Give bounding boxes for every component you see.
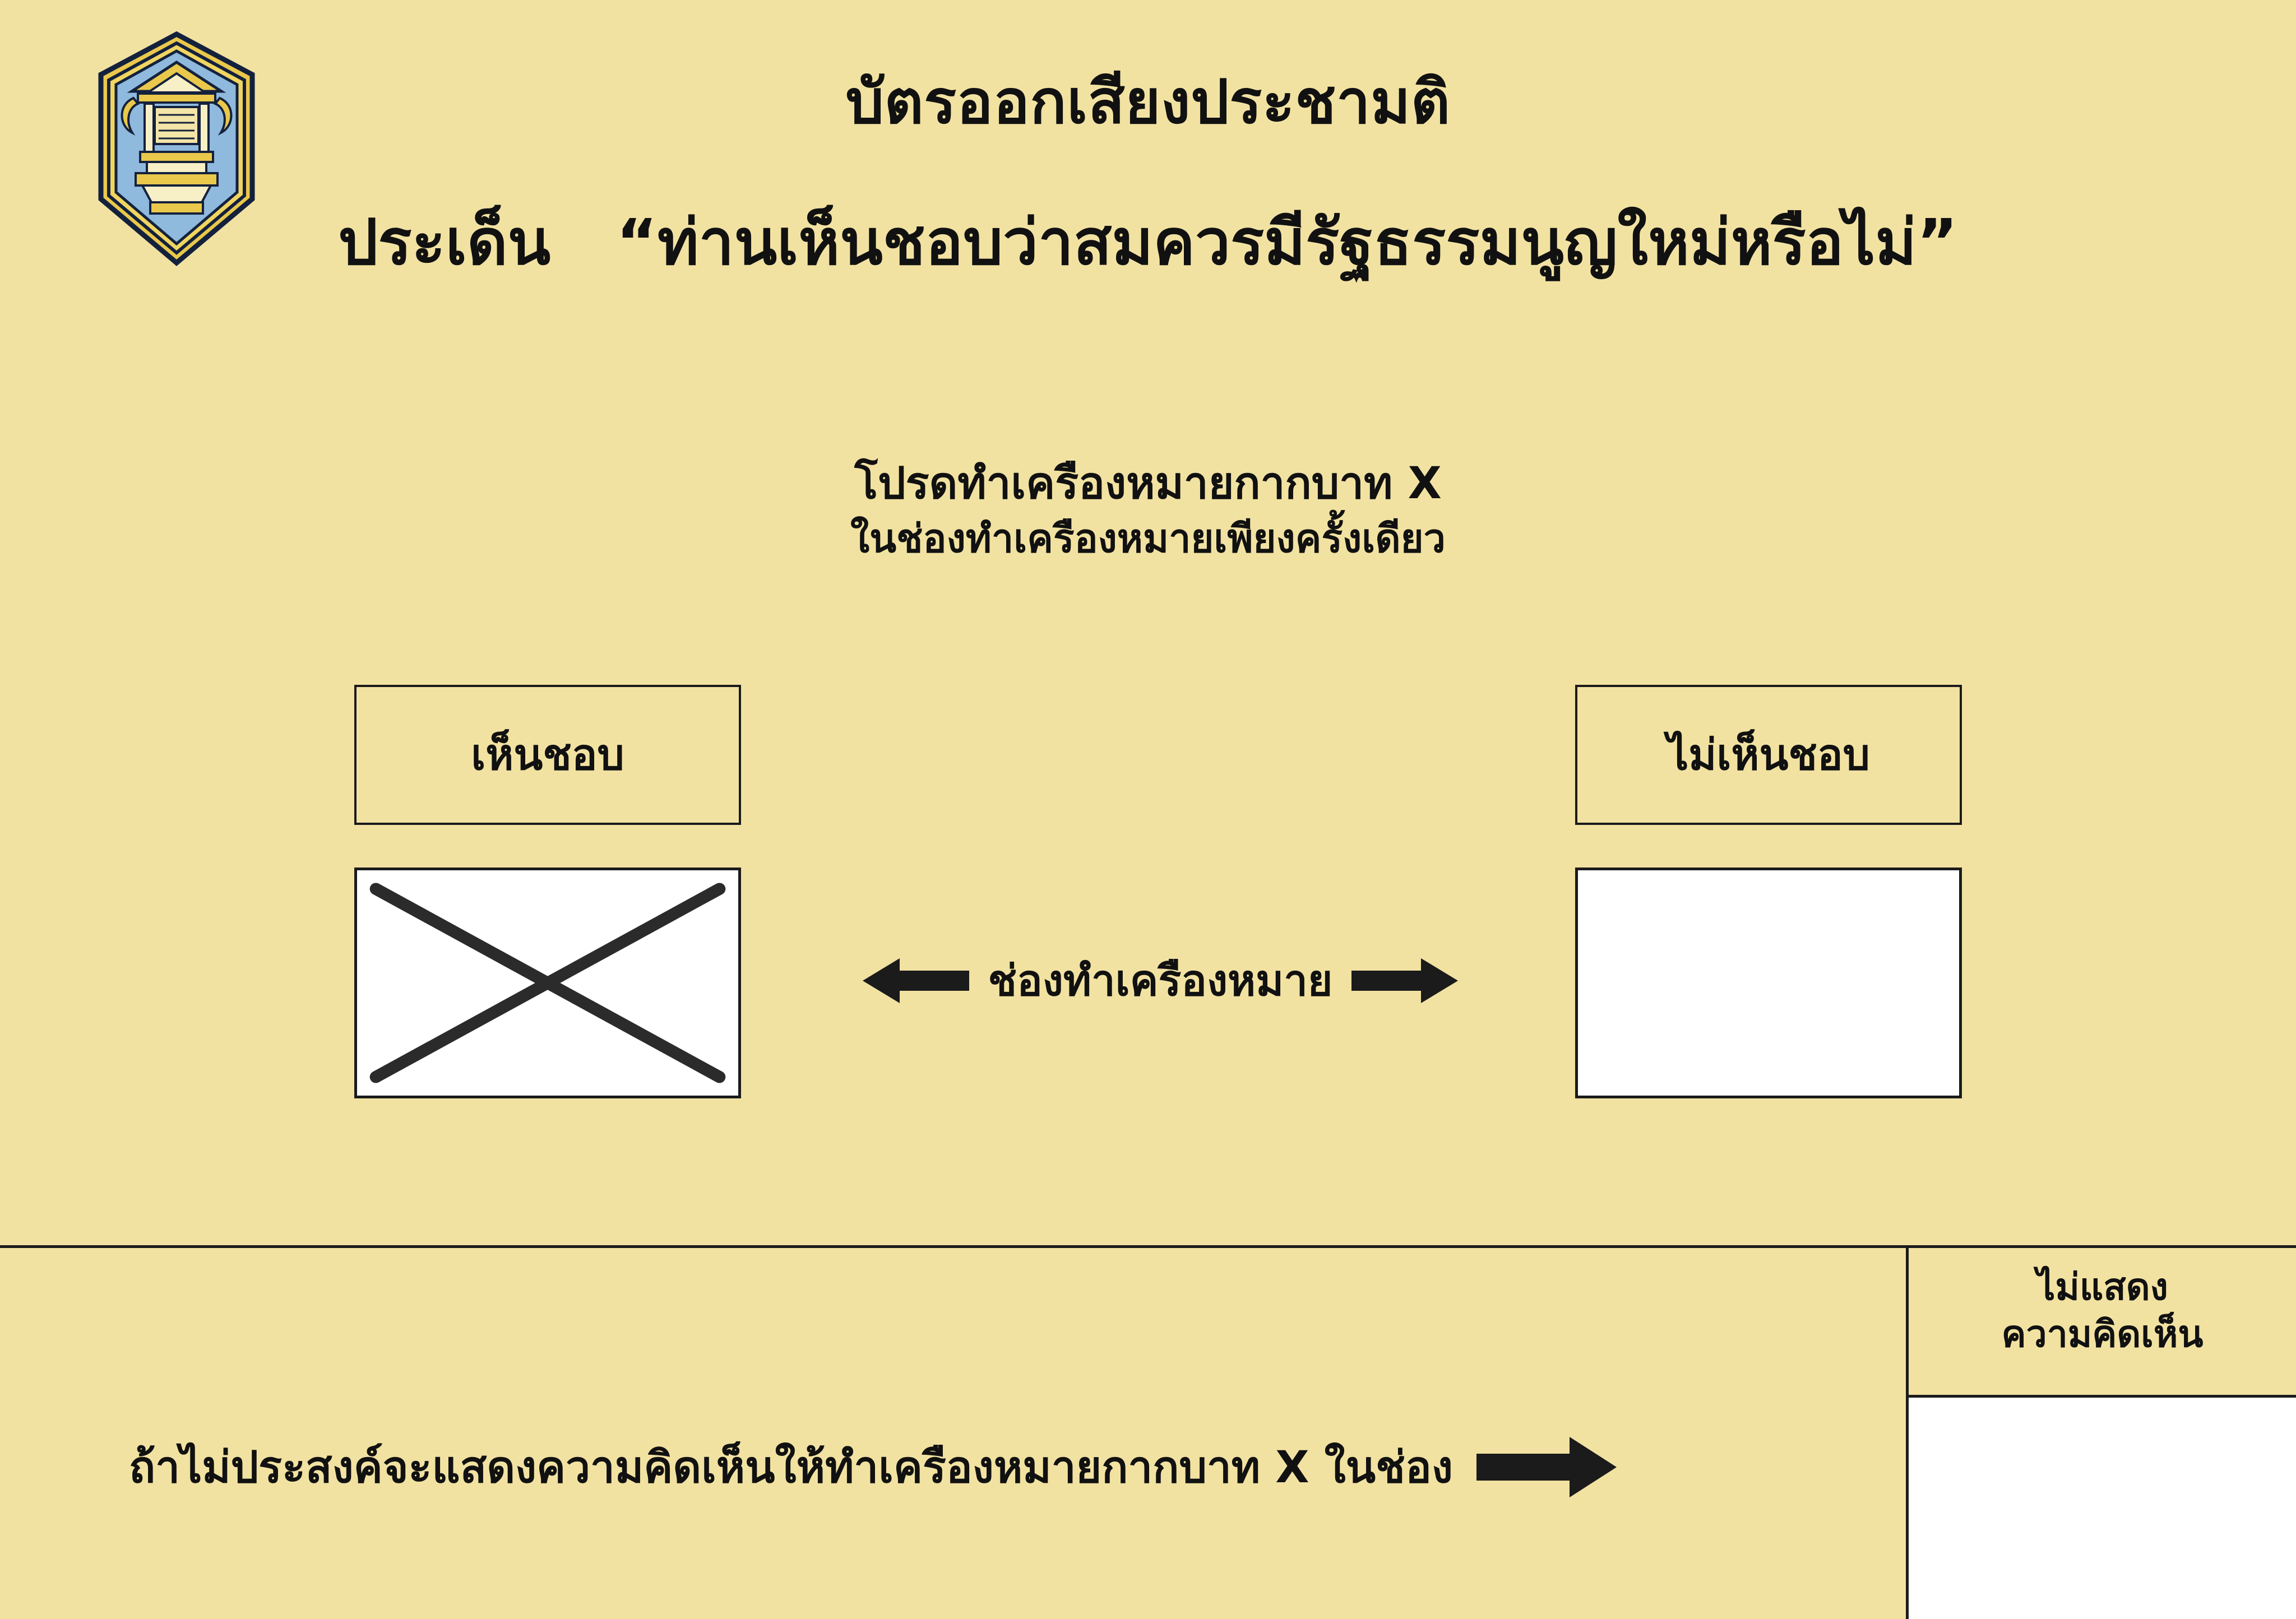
option-label-no: ไม่เห็นชอบ — [1575, 685, 1962, 825]
arrow-right-icon — [1351, 954, 1458, 1008]
x-mark-icon — [357, 870, 738, 1096]
mark-caption-text: ช่องทำเครืองหมาย — [988, 955, 1333, 1005]
mark-box-abstain[interactable] — [1909, 1395, 2296, 1619]
mark-box-yes[interactable] — [354, 868, 741, 1098]
instruction-line-2: ในช่องทำเครืองหมายเพียงครั้งเดียว — [850, 516, 1446, 562]
page-title: บัตรออกเสียงประชามติ — [845, 67, 1451, 137]
question-text: “ท่านเห็นชอบว่าสมควรมีรัฐธรรมนูญใหม่หรือไม่” — [616, 206, 1958, 279]
abstain-instruction-area — [0, 1248, 1906, 1619]
mark-box-no[interactable] — [1575, 868, 1962, 1098]
arrow-left-icon — [863, 954, 969, 1008]
option-label-yes: เห็นชอบ — [354, 685, 741, 825]
question-label: ประเด็น — [338, 206, 551, 279]
abstain-label-line-2: ความคิดเห็น — [2001, 1312, 2204, 1356]
abstain-column — [1906, 1248, 2296, 1619]
question-block — [0, 202, 2296, 285]
abstain-instruction-text: ถ้าไม่ประสงค์จะแสดงความคิดเห็นให้ทำเครืองหมายกากบาท X ในช่อง — [129, 1442, 1453, 1493]
abstain-label-line-1: ไม่แสดง — [2036, 1265, 2168, 1309]
abstain-label — [1909, 1264, 2296, 1358]
instruction-line-1: โปรดทำเครืองหมายกากบาท X — [854, 458, 1442, 509]
mark-box-caption — [785, 930, 1536, 1031]
arrow-right-icon — [1476, 1434, 1617, 1501]
